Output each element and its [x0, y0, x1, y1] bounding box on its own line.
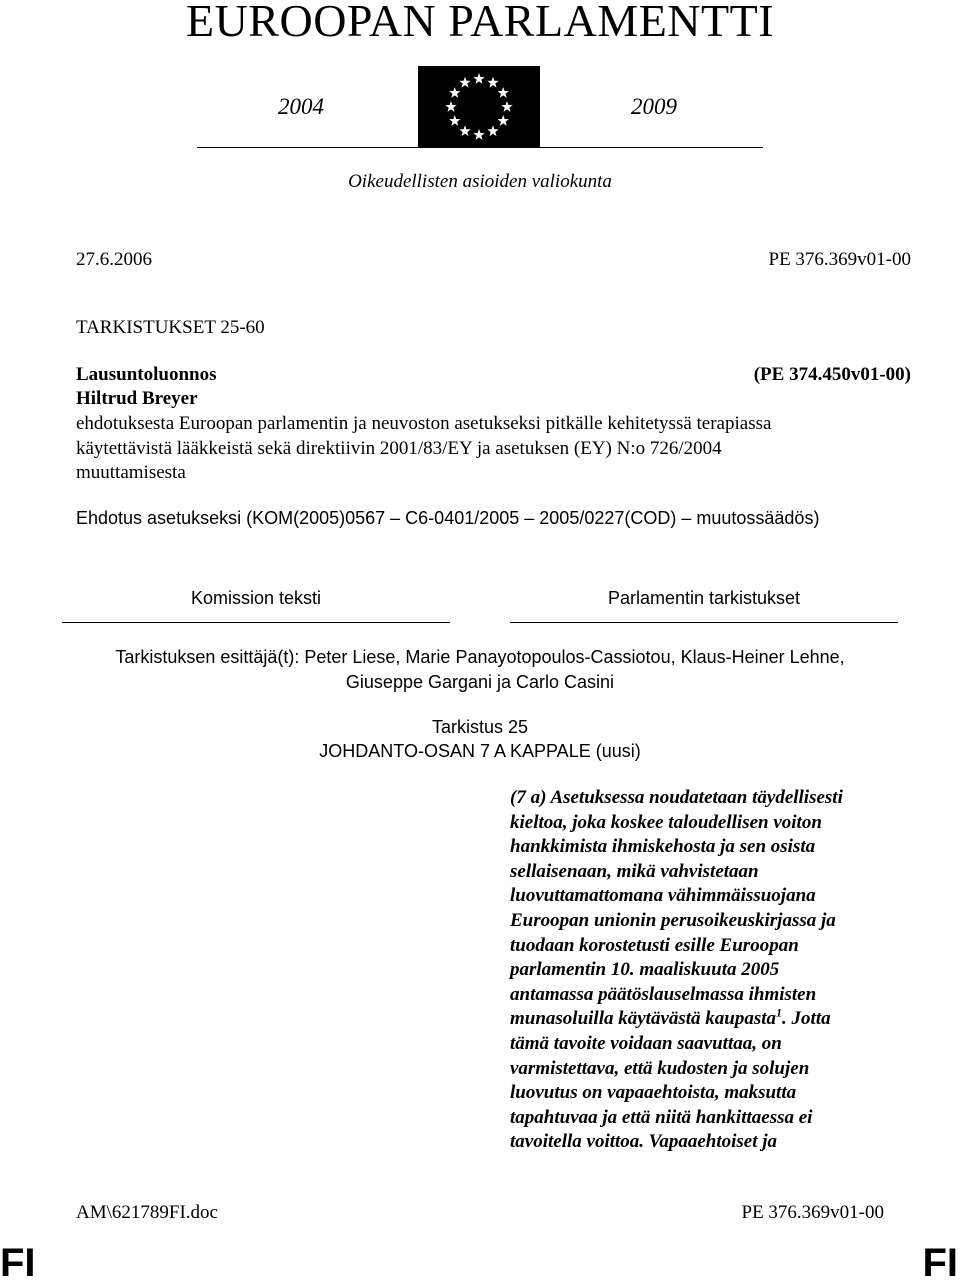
- amendment-number: Tarkistus 25: [431, 717, 529, 737]
- amendment-text-line: luovutus on vapaaehtoista, maksutta: [510, 1082, 797, 1104]
- footer-doc-name: AM\621789FI.doc: [76, 1202, 218, 1223]
- column-header-parliament: Parlamentin tarkistukset: [607, 588, 801, 608]
- column-divider-left: [62, 622, 450, 623]
- amendment-target: JOHDANTO-OSAN 7 A KAPPALE (uusi): [319, 741, 641, 761]
- amendment-text-line: Euroopan unionin perusoikeuskirjassa ja: [510, 909, 836, 931]
- subject-line: käytettävistä lääkkeistä sekä direktiivin 2001/83/EY ja asetuksen (EY) N:o 726/2004: [76, 438, 722, 459]
- language-code-right: FI: [922, 1241, 958, 1285]
- amendment-text-line-footnote: [510, 1007, 905, 1032]
- flag-star: [473, 129, 484, 140]
- flag-star: [459, 77, 470, 88]
- flag-star: [449, 115, 460, 126]
- tabled-by-continued: Giuseppe Gargani ja Carlo Casini: [345, 672, 615, 692]
- amendments-title: TARKISTUKSET 25-60: [76, 317, 265, 338]
- amendment-text-fragment: . Jotta: [782, 1008, 831, 1030]
- committee-name: Oikeudellisten asioiden valiokunta: [348, 171, 612, 192]
- amendment-text-line: tapahtuvaa ja että niitä hankittaessa ei: [510, 1106, 813, 1128]
- document-date: 27.6.2006: [76, 249, 152, 270]
- page-title: EUROOPAN PARLAMENTTI: [185, 0, 775, 46]
- proposal-reference: Ehdotus asetukseksi (KOM(2005)0567 – C6-0401/2005 – 2005/0227(COD) – muutossäädös): [76, 508, 820, 528]
- column-header-commission: Komission teksti: [190, 588, 322, 608]
- eu-flag-icon: [418, 66, 540, 148]
- amendment-text-line: tavoitella voittoa. Vapaaehtoiset ja: [510, 1131, 778, 1153]
- amendment-text-line: sellaisenaan, mikä vahvistetaan: [510, 860, 759, 882]
- tabled-by: Tarkistuksen esittäjä(t): Peter Liese, Marie Panayotopoulos-Cassiotou, Klaus-Heiner Lehne,: [115, 647, 845, 667]
- amendment-text-line: kieltoa, joka koskee taloudellisen voiton: [510, 811, 822, 833]
- amendment-text-line: parlamentin 10. maaliskuuta 2005: [510, 959, 780, 981]
- subject-line: muuttamisesta: [76, 462, 186, 483]
- opinion-label: Lausuntoluonnos: [76, 364, 217, 385]
- flag-star: [487, 77, 498, 88]
- flag-star: [445, 101, 456, 112]
- header-divider: [197, 147, 763, 148]
- amendment-text-line: tuodaan korostetusti esille Euroopan: [510, 934, 799, 956]
- amendment-text-line: luovuttamattomana vähimmäissuojana: [510, 885, 816, 907]
- language-code-left: FI: [0, 1241, 36, 1285]
- amendment-text: [510, 786, 905, 1155]
- footnote-mark[interactable]: 1: [776, 1006, 783, 1021]
- amendment-text-line: antamassa päätöslauselmassa ihmisten: [510, 983, 817, 1005]
- amendment-text-line: varmistettava, että kudosten ja solujen: [510, 1057, 810, 1079]
- document-ref: PE 376.369v01-00: [768, 249, 911, 270]
- opinion-ref: (PE 374.450v01-00): [753, 364, 911, 385]
- amendment-text-line: hankkimista ihmiskehosta ja sen osista: [510, 836, 816, 858]
- amendment-text-line: tämä tavoite voidaan saavuttaa, on: [510, 1032, 782, 1054]
- amendment-text-fragment: munasoluilla käytävästä kaupasta: [510, 1008, 777, 1030]
- amendment-text-line: (7 a) Asetuksessa noudatetaan täydellisesti: [510, 787, 843, 808]
- footer-ref: PE 376.369v01-00: [741, 1202, 884, 1223]
- subject-line: ehdotuksesta Euroopan parlamentin ja neuvoston asetukseksi pitkälle kehitetyssä terapiassa: [76, 413, 772, 434]
- column-divider-right: [510, 622, 898, 623]
- flag-star: [498, 115, 509, 126]
- flag-star: [449, 87, 460, 98]
- flag-star: [459, 125, 470, 136]
- flag-star: [473, 73, 484, 84]
- flag-star: [501, 101, 512, 112]
- rapporteur: Hiltrud Breyer: [76, 388, 198, 409]
- flag-star: [498, 87, 509, 98]
- year-end: 2009: [631, 94, 677, 119]
- year-start: 2004: [278, 94, 324, 119]
- flag-star: [487, 125, 498, 136]
